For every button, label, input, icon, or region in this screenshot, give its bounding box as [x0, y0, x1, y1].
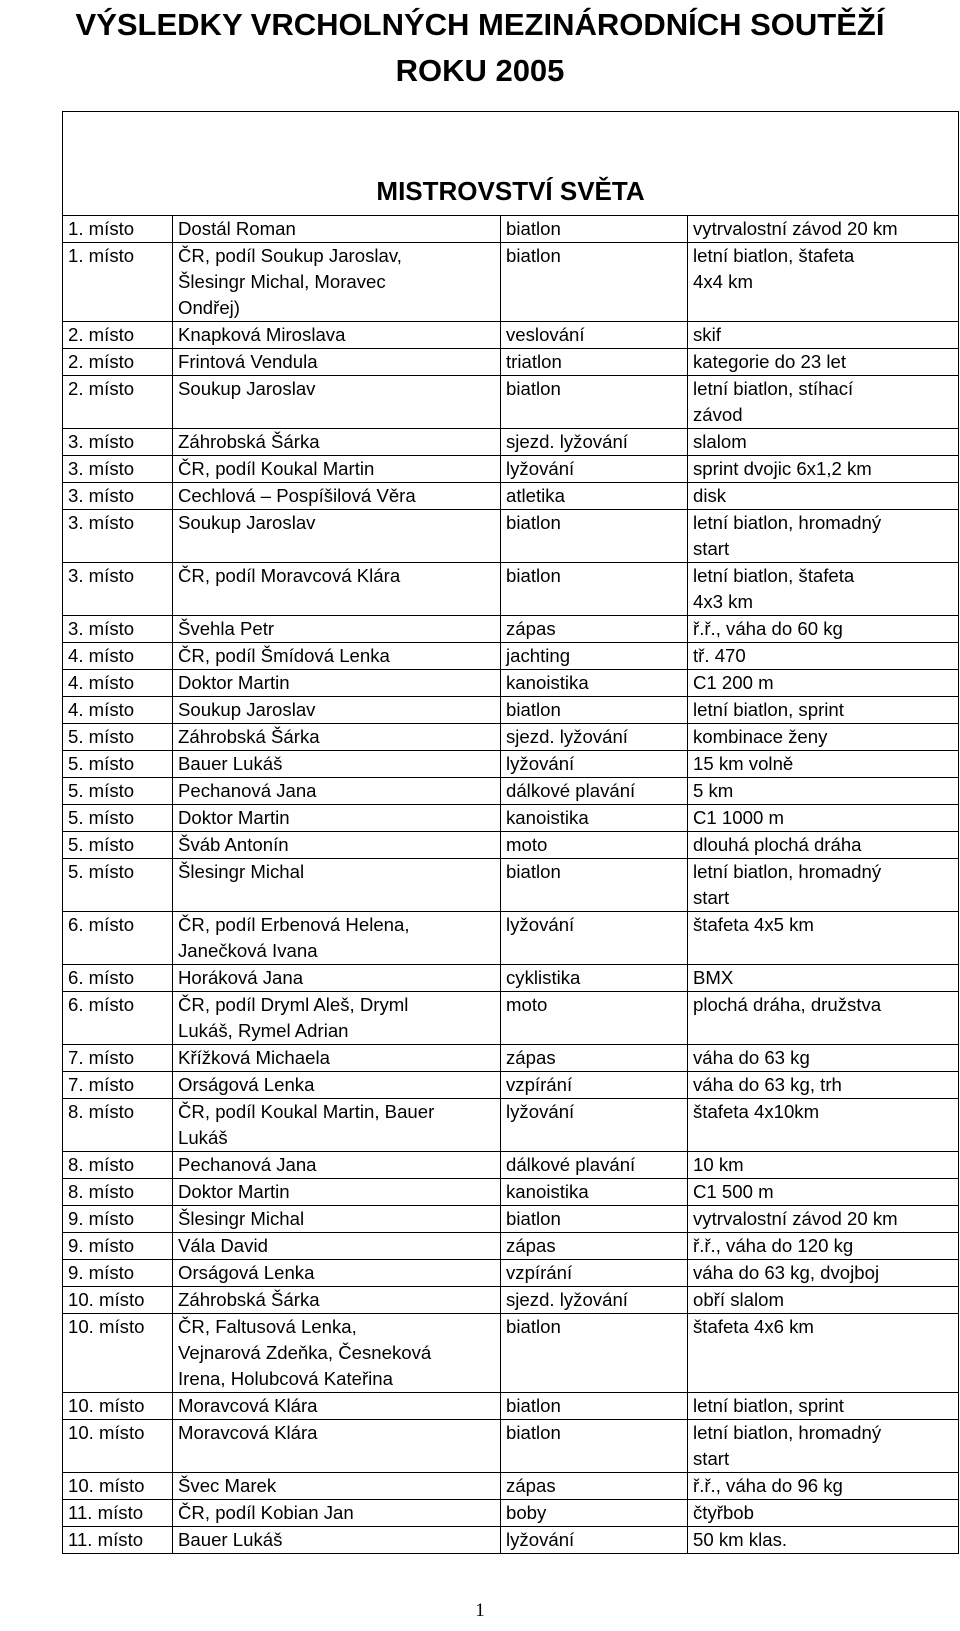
place-cell: 10. místo	[63, 1287, 173, 1314]
place-cell: 3. místo	[63, 616, 173, 643]
athlete-cell: ČR, podíl Moravcová Klára	[173, 563, 501, 616]
place-cell: 10. místo	[63, 1420, 173, 1473]
table-row	[63, 643, 959, 670]
event-cell: C1 200 m	[688, 670, 959, 697]
sport-cell: dálkové plavání	[501, 1152, 688, 1179]
athlete-cell: Pechanová Jana	[173, 778, 501, 805]
table-row	[63, 1393, 959, 1420]
place-cell: 2. místo	[63, 349, 173, 376]
place-cell: 3. místo	[63, 429, 173, 456]
event-cell: 5 km	[688, 778, 959, 805]
place-cell: 6. místo	[63, 992, 173, 1045]
event-cell: štafeta 4x10km	[688, 1099, 959, 1152]
place-cell: 4. místo	[63, 670, 173, 697]
place-cell: 5. místo	[63, 832, 173, 859]
sport-cell: lyžování	[501, 912, 688, 965]
athlete-cell: Doktor Martin	[173, 670, 501, 697]
table-row	[63, 832, 959, 859]
sport-cell: vzpírání	[501, 1260, 688, 1287]
table-row	[63, 912, 959, 965]
athlete-cell: Horáková Jana	[173, 965, 501, 992]
table-row	[63, 1500, 959, 1527]
place-cell: 1. místo	[63, 216, 173, 243]
place-cell: 10. místo	[63, 1473, 173, 1500]
place-cell: 2. místo	[63, 376, 173, 429]
place-cell: 7. místo	[63, 1045, 173, 1072]
athlete-cell: Záhrobská Šárka	[173, 429, 501, 456]
athlete-cell: Šlesingr Michal	[173, 1206, 501, 1233]
place-cell: 7. místo	[63, 1072, 173, 1099]
table-row	[63, 1314, 959, 1393]
athlete-cell: ČR, podíl Koukal Martin, Bauer Lukáš	[173, 1099, 501, 1152]
athlete-cell: Doktor Martin	[173, 805, 501, 832]
table-row	[63, 724, 959, 751]
sport-cell: biatlon	[501, 376, 688, 429]
table-row	[63, 376, 959, 429]
event-cell: vytrvalostní závod 20 km	[688, 1206, 959, 1233]
sport-cell: triatlon	[501, 349, 688, 376]
table-row	[63, 1260, 959, 1287]
event-cell: letní biatlon, štafeta 4x3 km	[688, 563, 959, 616]
table-row	[63, 322, 959, 349]
place-cell: 6. místo	[63, 965, 173, 992]
sport-cell: lyžování	[501, 751, 688, 778]
athlete-cell: ČR, podíl Kobian Jan	[173, 1500, 501, 1527]
athlete-cell: Bauer Lukáš	[173, 1527, 501, 1554]
table-row	[63, 483, 959, 510]
table-row	[63, 243, 959, 322]
sport-cell: zápas	[501, 616, 688, 643]
sport-cell: cyklistika	[501, 965, 688, 992]
event-cell: ř.ř., váha do 60 kg	[688, 616, 959, 643]
sport-cell: zápas	[501, 1045, 688, 1072]
sport-cell: biatlon	[501, 1420, 688, 1473]
athlete-cell: ČR, podíl Koukal Martin	[173, 456, 501, 483]
event-cell: letní biatlon, sprint	[688, 1393, 959, 1420]
athlete-cell: ČR, podíl Šmídová Lenka	[173, 643, 501, 670]
athlete-cell: Švehla Petr	[173, 616, 501, 643]
sport-cell: biatlon	[501, 1393, 688, 1420]
athlete-cell: Soukup Jaroslav	[173, 510, 501, 563]
table-row	[63, 751, 959, 778]
event-cell: C1 500 m	[688, 1179, 959, 1206]
event-cell: váha do 63 kg, trh	[688, 1072, 959, 1099]
event-cell: čtyřbob	[688, 1500, 959, 1527]
table-row	[63, 1233, 959, 1260]
place-cell: 3. místo	[63, 483, 173, 510]
athlete-cell: ČR, podíl Soukup Jaroslav, Šlesingr Michal, Moravec Ondřej)	[173, 243, 501, 322]
event-cell: 15 km volně	[688, 751, 959, 778]
athlete-cell: ČR, Faltusová Lenka, Vejnarová Zdeňka, Česneková Irena, Holubcová Kateřina	[173, 1314, 501, 1393]
event-cell: vytrvalostní závod 20 km	[688, 216, 959, 243]
event-cell: 10 km	[688, 1152, 959, 1179]
event-cell: C1 1000 m	[688, 805, 959, 832]
athlete-cell: Orságová Lenka	[173, 1260, 501, 1287]
event-cell: letní biatlon, hromadný start	[688, 859, 959, 912]
title-line-1: VÝSLEDKY VRCHOLNÝCH MEZINÁRODNÍCH SOUTĚŽÍ	[75, 7, 885, 42]
sport-cell: biatlon	[501, 1314, 688, 1393]
sport-cell: sjezd. lyžování	[501, 724, 688, 751]
results-table	[62, 111, 959, 1554]
section-row	[63, 112, 959, 216]
athlete-cell: Šváb Antonín	[173, 832, 501, 859]
place-cell: 11. místo	[63, 1527, 173, 1554]
sport-cell: zápas	[501, 1473, 688, 1500]
sport-cell: boby	[501, 1500, 688, 1527]
sport-cell: biatlon	[501, 859, 688, 912]
event-cell: letní biatlon, stíhací závod	[688, 376, 959, 429]
place-cell: 3. místo	[63, 563, 173, 616]
place-cell: 4. místo	[63, 697, 173, 724]
sport-cell: biatlon	[501, 243, 688, 322]
place-cell: 4. místo	[63, 643, 173, 670]
place-cell: 5. místo	[63, 778, 173, 805]
table-row	[63, 1179, 959, 1206]
table-row	[63, 616, 959, 643]
place-cell: 5. místo	[63, 859, 173, 912]
event-cell: kombinace ženy	[688, 724, 959, 751]
place-cell: 8. místo	[63, 1152, 173, 1179]
table-row	[63, 1099, 959, 1152]
title-line-2: ROKU 2005	[395, 53, 565, 88]
table-row	[63, 1527, 959, 1554]
table-row	[63, 1045, 959, 1072]
table-row	[63, 1152, 959, 1179]
place-cell: 9. místo	[63, 1260, 173, 1287]
table-row	[63, 1420, 959, 1473]
place-cell: 3. místo	[63, 456, 173, 483]
event-cell: plochá dráha, družstva	[688, 992, 959, 1045]
athlete-cell: Doktor Martin	[173, 1179, 501, 1206]
sport-cell: lyžování	[501, 1527, 688, 1554]
table-row	[63, 670, 959, 697]
athlete-cell: Křížková Michaela	[173, 1045, 501, 1072]
table-row	[63, 1206, 959, 1233]
event-cell: váha do 63 kg, dvojboj	[688, 1260, 959, 1287]
document-title	[0, 2, 960, 94]
place-cell: 5. místo	[63, 805, 173, 832]
athlete-cell: Vála David	[173, 1233, 501, 1260]
athlete-cell: Orságová Lenka	[173, 1072, 501, 1099]
table-row	[63, 965, 959, 992]
sport-cell: biatlon	[501, 216, 688, 243]
sport-cell: moto	[501, 832, 688, 859]
table-row	[63, 1287, 959, 1314]
athlete-cell: Cechlová – Pospíšilová Věra	[173, 483, 501, 510]
place-cell: 8. místo	[63, 1099, 173, 1152]
sport-cell: moto	[501, 992, 688, 1045]
sport-cell: jachting	[501, 643, 688, 670]
athlete-cell: Soukup Jaroslav	[173, 697, 501, 724]
sport-cell: lyžování	[501, 1099, 688, 1152]
event-cell: disk	[688, 483, 959, 510]
place-cell: 3. místo	[63, 510, 173, 563]
table-row	[63, 510, 959, 563]
sport-cell: veslování	[501, 322, 688, 349]
table-row	[63, 563, 959, 616]
event-cell: dlouhá plochá dráha	[688, 832, 959, 859]
athlete-cell: Frintová Vendula	[173, 349, 501, 376]
table-row	[63, 697, 959, 724]
sport-cell: vzpírání	[501, 1072, 688, 1099]
event-cell: letní biatlon, sprint	[688, 697, 959, 724]
place-cell: 1. místo	[63, 243, 173, 322]
athlete-cell: Moravcová Klára	[173, 1420, 501, 1473]
athlete-cell: Knapková Miroslava	[173, 322, 501, 349]
event-cell: BMX	[688, 965, 959, 992]
section-heading: MISTROVSTVÍ SVĚTA	[63, 112, 959, 216]
sport-cell: kanoistika	[501, 1179, 688, 1206]
place-cell: 8. místo	[63, 1179, 173, 1206]
event-cell: letní biatlon, hromadný start	[688, 510, 959, 563]
event-cell: sprint dvojic 6x1,2 km	[688, 456, 959, 483]
table-row	[63, 429, 959, 456]
event-cell: skif	[688, 322, 959, 349]
athlete-cell: ČR, podíl Erbenová Helena, Janečková Ivana	[173, 912, 501, 965]
event-cell: letní biatlon, hromadný start	[688, 1420, 959, 1473]
place-cell: 5. místo	[63, 751, 173, 778]
event-cell: váha do 63 kg	[688, 1045, 959, 1072]
sport-cell: biatlon	[501, 697, 688, 724]
event-cell: štafeta 4x5 km	[688, 912, 959, 965]
place-cell: 10. místo	[63, 1393, 173, 1420]
athlete-cell: Bauer Lukáš	[173, 751, 501, 778]
table-row	[63, 456, 959, 483]
sport-cell: biatlon	[501, 563, 688, 616]
athlete-cell: ČR, podíl Dryml Aleš, Dryml Lukáš, Rymel Adrian	[173, 992, 501, 1045]
table-row	[63, 1072, 959, 1099]
sport-cell: biatlon	[501, 510, 688, 563]
athlete-cell: Záhrobská Šárka	[173, 1287, 501, 1314]
sport-cell: lyžování	[501, 456, 688, 483]
event-cell: tř. 470	[688, 643, 959, 670]
table-row	[63, 1473, 959, 1500]
athlete-cell: Pechanová Jana	[173, 1152, 501, 1179]
event-cell: štafeta 4x6 km	[688, 1314, 959, 1393]
table-row	[63, 216, 959, 243]
event-cell: ř.ř., váha do 96 kg	[688, 1473, 959, 1500]
event-cell: letní biatlon, štafeta 4x4 km	[688, 243, 959, 322]
table-row	[63, 778, 959, 805]
place-cell: 2. místo	[63, 322, 173, 349]
sport-cell: biatlon	[501, 1206, 688, 1233]
event-cell: obří slalom	[688, 1287, 959, 1314]
athlete-cell: Dostál Roman	[173, 216, 501, 243]
table-row	[63, 859, 959, 912]
athlete-cell: Soukup Jaroslav	[173, 376, 501, 429]
place-cell: 9. místo	[63, 1233, 173, 1260]
table-row	[63, 992, 959, 1045]
athlete-cell: Šlesingr Michal	[173, 859, 501, 912]
sport-cell: zápas	[501, 1233, 688, 1260]
table-row	[63, 805, 959, 832]
sport-cell: kanoistika	[501, 670, 688, 697]
sport-cell: atletika	[501, 483, 688, 510]
place-cell: 5. místo	[63, 724, 173, 751]
place-cell: 10. místo	[63, 1314, 173, 1393]
athlete-cell: Švec Marek	[173, 1473, 501, 1500]
athlete-cell: Moravcová Klára	[173, 1393, 501, 1420]
event-cell: ř.ř., váha do 120 kg	[688, 1233, 959, 1260]
sport-cell: dálkové plavání	[501, 778, 688, 805]
table-row	[63, 349, 959, 376]
sport-cell: sjezd. lyžování	[501, 429, 688, 456]
event-cell: 50 km klas.	[688, 1527, 959, 1554]
place-cell: 11. místo	[63, 1500, 173, 1527]
page-number: 1	[475, 1600, 485, 1621]
event-cell: slalom	[688, 429, 959, 456]
place-cell: 6. místo	[63, 912, 173, 965]
sport-cell: kanoistika	[501, 805, 688, 832]
place-cell: 9. místo	[63, 1206, 173, 1233]
athlete-cell: Záhrobská Šárka	[173, 724, 501, 751]
sport-cell: sjezd. lyžování	[501, 1287, 688, 1314]
event-cell: kategorie do 23 let	[688, 349, 959, 376]
